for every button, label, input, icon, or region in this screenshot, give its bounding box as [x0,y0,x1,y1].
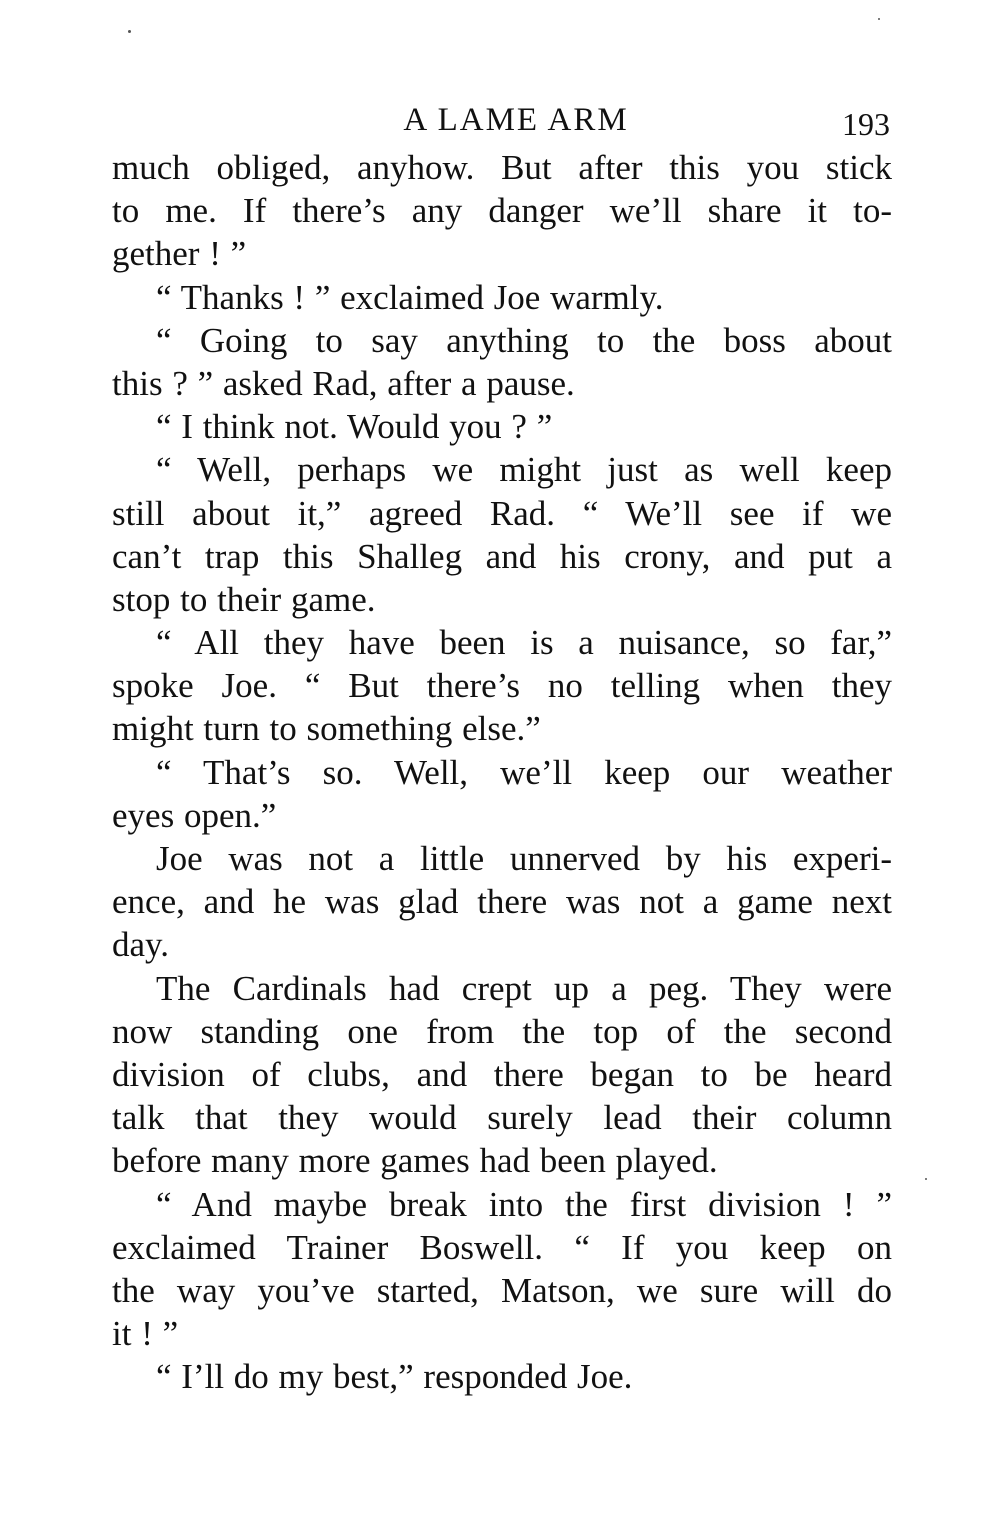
text-line: “ That’s so. Well, we’ll keep our weather [156,752,892,792]
running-head [112,94,892,146]
scan-speck [128,30,131,33]
text-line: spoke Joe. “ But there’s no telling when they [112,666,892,706]
text-line: this ? ” asked Rad, after a pause. [112,363,575,403]
text-line: stop to their game. [112,579,376,619]
text-line: it ! ” [112,1314,179,1354]
text-line: “ I think not. Would you ? ” [156,407,553,447]
text-line: ence, and he was glad there was not a game next [112,882,892,922]
text-line: “ Well, perhaps we might just as well keep [156,450,892,490]
text-line: gether ! ” [112,234,247,274]
text-line: Joe was not a little unnerved by his experi- [156,839,892,878]
body-text [112,146,892,1398]
text-line: before many more games had been played. [112,1141,718,1181]
text-line: day. [112,925,170,965]
text-line: exclaimed Trainer Boswell. “ If you keep on [112,1227,892,1267]
book-page [112,94,892,1398]
text-line: “ All they have been is a nuisance, so far,” [156,623,892,663]
text-line: “ I’ll do my best,” responded Joe. [156,1357,633,1397]
scan-speck [925,1178,927,1180]
running-title: A LAME ARM [403,102,629,138]
text-line: to me. If there’s any danger we’ll share it to- [112,191,892,231]
text-line: “ Going to say anything to the boss about [156,320,892,360]
text-line: eyes open.” [112,795,277,835]
text-line: might turn to something else.” [112,709,541,749]
text-line: “ And maybe break into the first division ! ” [156,1184,892,1224]
scan-speck [878,18,880,20]
text-line: now standing one from the top of the second [112,1011,892,1051]
text-line: much obliged, anyhow. But after this you stick [112,148,892,187]
text-line: division of clubs, and there began to be heard [112,1054,892,1094]
text-line: The Cardinals had crept up a peg. They were [156,968,892,1008]
text-line: “ Thanks ! ” exclaimed Joe warmly. [156,277,664,317]
text-line: still about it,” agreed Rad. “ We’ll see if we [112,493,892,533]
text-line: talk that they would surely lead their column [112,1098,892,1138]
page-number: 193 [842,106,890,142]
text-line: can’t trap this Shalleg and his crony, and put a [112,536,892,576]
text-line: the way you’ve started, Matson, we sure will do [112,1270,892,1310]
